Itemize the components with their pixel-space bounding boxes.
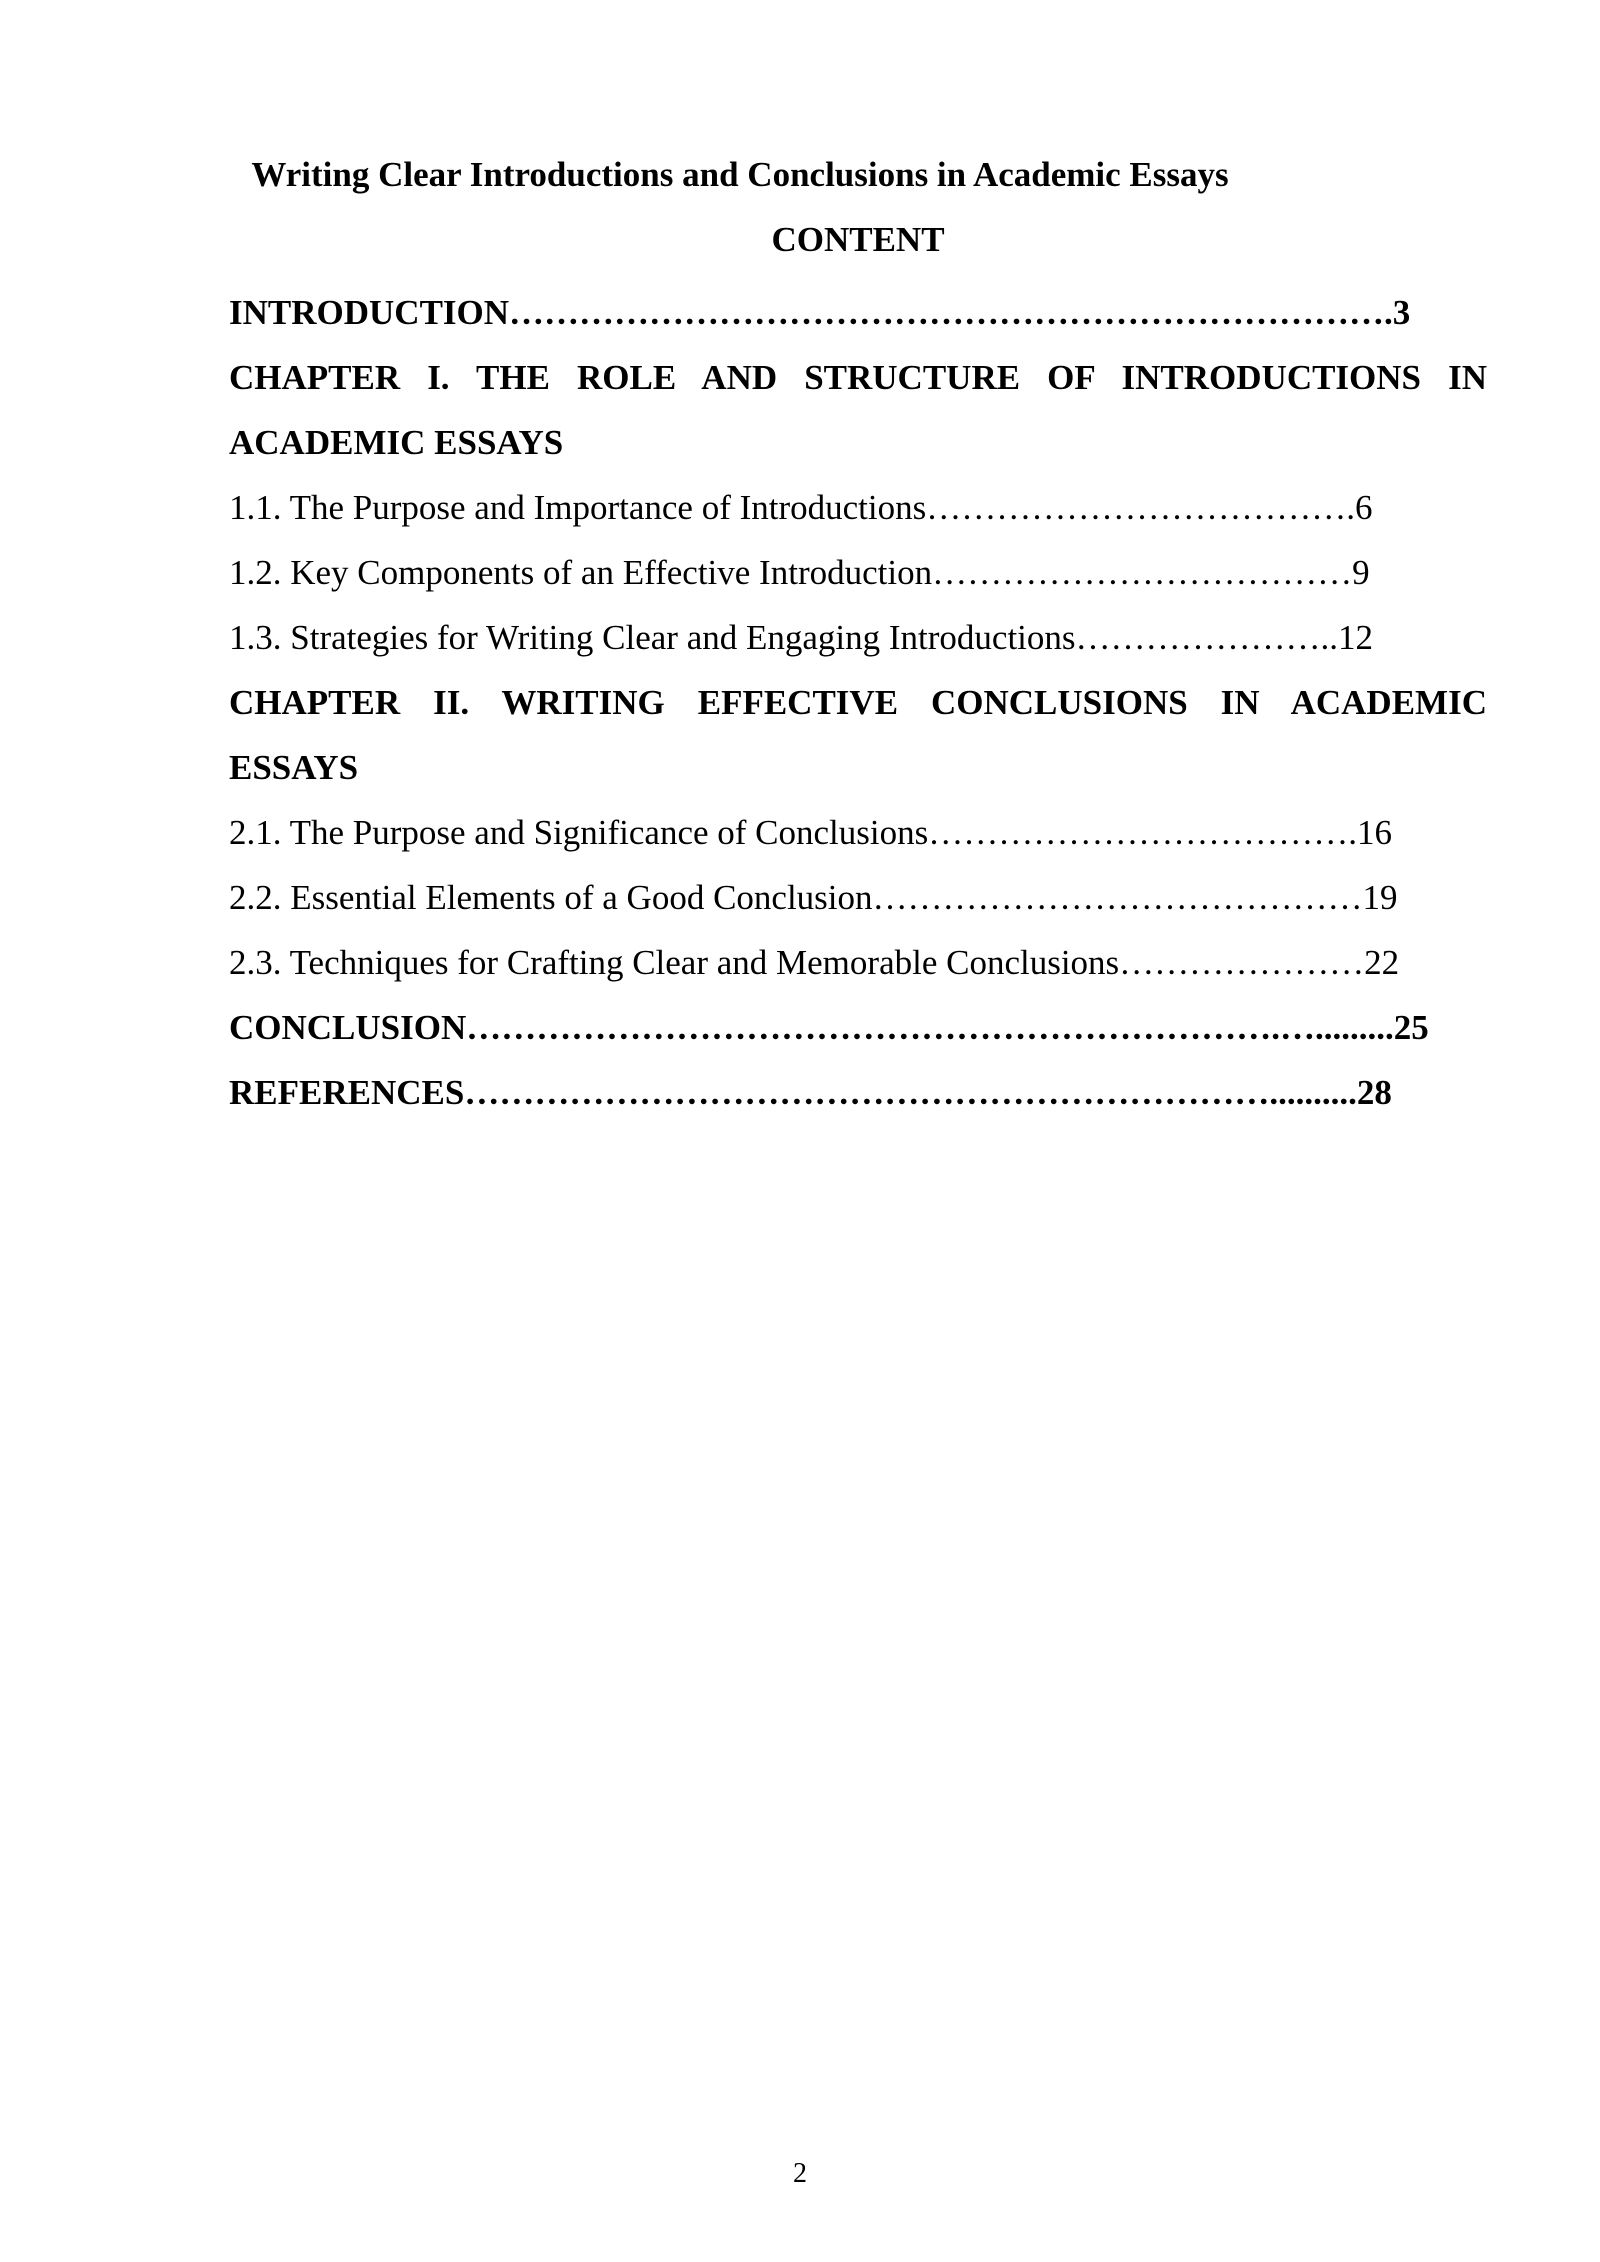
table-of-contents — [229, 280, 1487, 1125]
toc-chapter-2-line-1[interactable]: CHAPTER II. WRITING EFFECTIVE CONCLUSIONS IN ACADEMIC — [229, 683, 1487, 722]
toc-entry-references[interactable]: REFERENCES……………………………………………………………..........28 — [229, 1073, 1392, 1112]
toc-chapter-1-line-2[interactable]: ACADEMIC ESSAYS — [229, 423, 564, 462]
toc-entry-1-2[interactable]: 1.2. Key Components of an Effective Introduction………………………………9 — [229, 553, 1370, 592]
page-number: 2 — [793, 2158, 807, 2189]
document-title: Writing Clear Introductions and Conclusions in Academic Essays — [251, 155, 1229, 194]
toc-chapter-1-line-1[interactable]: CHAPTER I. THE ROLE AND STRUCTURE OF INTRODUCTIONS IN — [229, 358, 1487, 397]
toc-entry-introduction[interactable]: INTRODUCTION………………………………………………………………….3 — [229, 293, 1411, 332]
toc-entry-2-1[interactable]: 2.1. The Purpose and Significance of Conclusions……………………………….16 — [229, 813, 1392, 852]
content-heading: CONTENT — [771, 220, 945, 259]
toc-entry-2-2[interactable]: 2.2. Essential Elements of a Good Conclusion……………………………………19 — [229, 878, 1398, 917]
toc-entry-2-3[interactable]: 2.3. Techniques for Crafting Clear and Memorable Conclusions…………………22 — [229, 943, 1400, 982]
toc-entry-1-3[interactable]: 1.3. Strategies for Writing Clear and Engaging Introductions…………………..12 — [229, 618, 1374, 657]
toc-chapter-2-line-2[interactable]: ESSAYS — [229, 748, 359, 787]
toc-entry-conclusion[interactable]: CONCLUSION…………………………………………………………….….........25 — [229, 1008, 1429, 1047]
toc-entry-1-1[interactable]: 1.1. The Purpose and Importance of Introductions……………………………….6 — [229, 488, 1373, 527]
